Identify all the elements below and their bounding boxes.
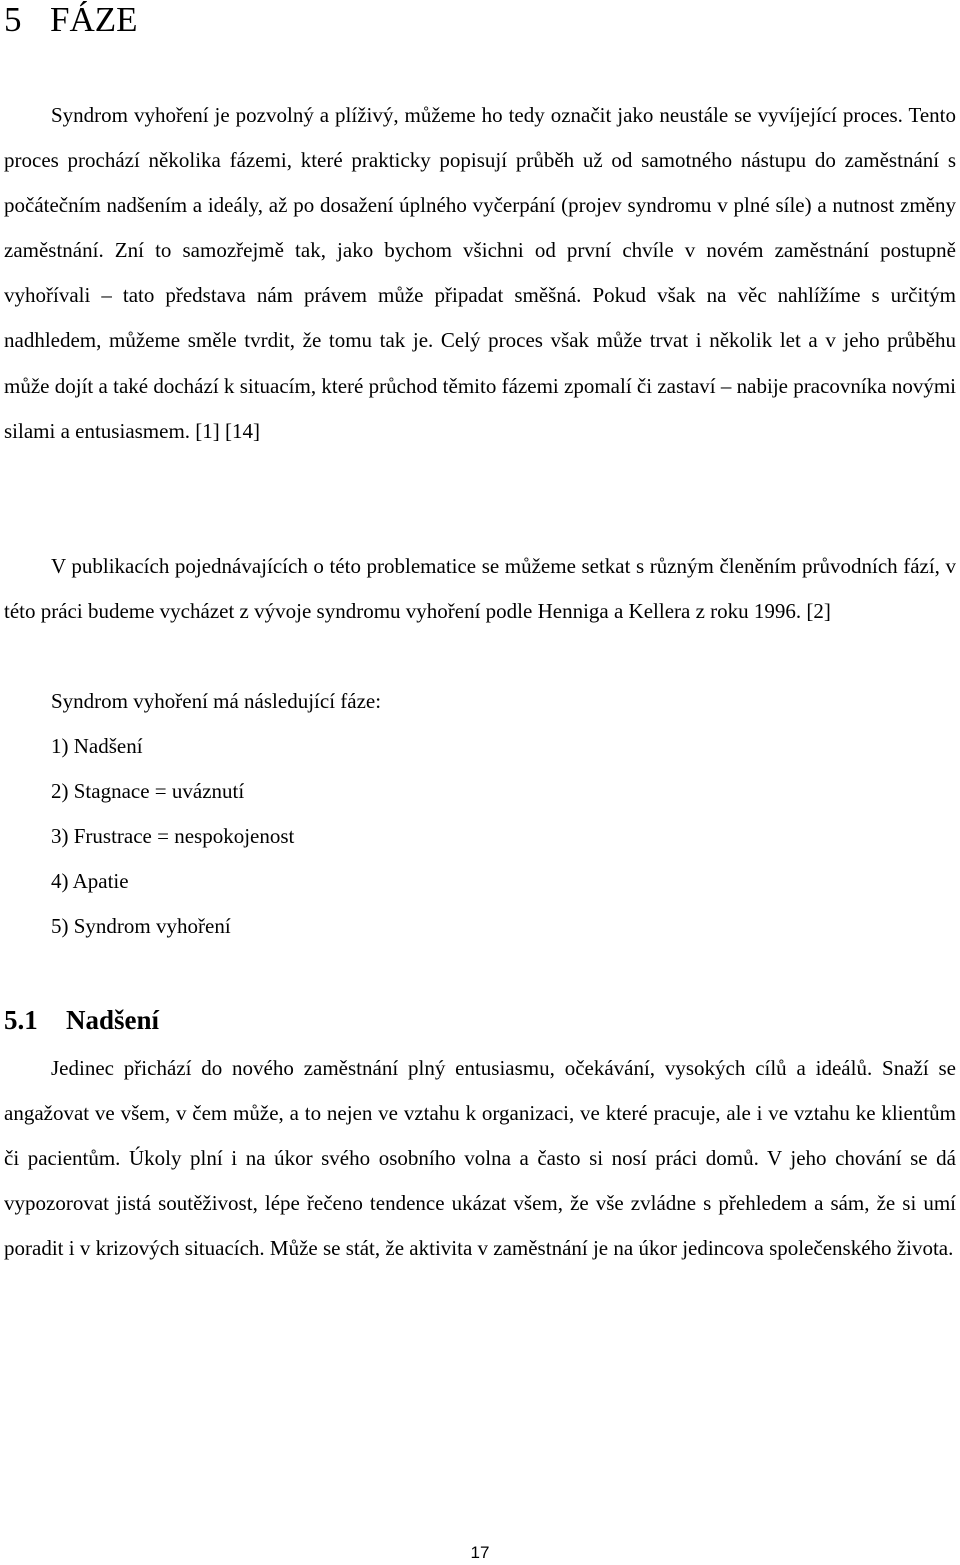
chapter-number: 5 — [4, 0, 22, 39]
phase-item: 5) Syndrom vyhoření — [51, 914, 231, 939]
chapter-title-text: FÁZE — [50, 0, 138, 39]
phase-item: 2) Stagnace = uváznutí — [51, 779, 245, 804]
section-number: 5.1 — [4, 1005, 38, 1035]
section-title — [4, 1000, 159, 1040]
page-number: 17 — [470, 1543, 490, 1562]
chapter-title — [4, 0, 138, 40]
phases-list — [51, 679, 381, 950]
intro-paragraph: Syndrom vyhoření je pozvolný a plíživý, můžeme ho tedy označit jako neustále se vyvíjející proces. Tento proces prochází několika fázemi, které prakticky popisují průběh už od samotného nástupu do zaměstnání s počátečním nadšením a ideály, až po dosažení úplného vyčerpání (projev syndromu v plné síle) a nutnost změny zaměstnání. Zní to samozřejmě tak, jako bychom všichni od první chvíle v novém zaměstnání postupně vyhořívali – tato představa nám právem může připadat směšná. Pokud však na věc nahlížíme s určitým nadhledem, můžeme směle tvrdit, že tomu tak je. Celý proces však může trvat i několik let a v jeho průběhu může dojít a také dochází k situacím, které průchod těmito fázemi zpomalí či zastaví – nabije pracovníka novými silami a entusiasmem. [1] [14] — [4, 103, 956, 443]
phase-item: 4) Apatie — [51, 869, 129, 894]
phase-item: 1) Nadšení — [51, 734, 143, 759]
section-paragraph: Jedinec přichází do nového zaměstnání plný entusiasmu, očekávání, vysokých cílů a ideálů. Snaží se angažovat ve všem, v čem může, a to nejen ve vztahu k organizaci, ve které pracuje, ale i ve vztahu ke klientům či pacientům. Úkoly plní i na úkor svého osobního volna a často si nosí práci domů. V jeho chování se dá vypozorovat jistá soutěživost, lépe řečeno tendence ukázat všem, že vše zvládne s přehledem a sám, že si umí poradit i v krizových situacích. Může se stát, že aktivita v zaměstnání je na úkor jedincova společenského života. — [4, 1056, 956, 1261]
phases-heading: Syndrom vyhoření má následující fáze: — [51, 689, 382, 713]
section-title-text: Nadšení — [66, 1005, 160, 1035]
publications-paragraph: V publikacích pojednávajících o této problematice se můžeme setkat s různým členěním průvodních fází, v této práci budeme vycházet z vývoje syndromu vyhoření podle Henniga a Kellera z roku 1996. [2] — [4, 554, 956, 624]
phase-item: 3) Frustrace = nespokojenost — [51, 824, 295, 849]
